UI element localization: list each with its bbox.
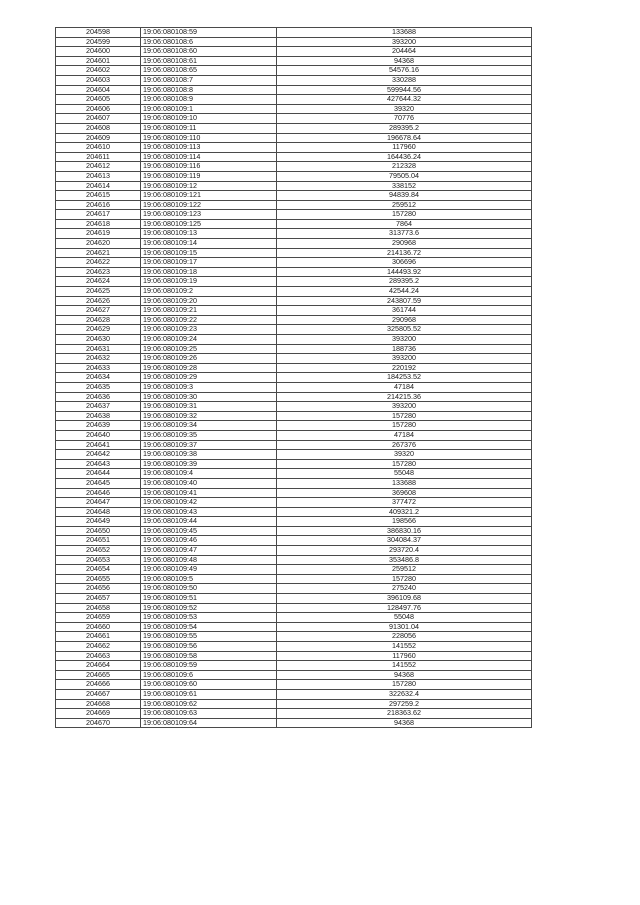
row-id-cell: 204635 (56, 382, 141, 392)
row-id-cell: 204664 (56, 661, 141, 671)
value-cell: 94368 (277, 670, 532, 680)
cadastral-code-cell: 19:06:080109:40 (141, 478, 277, 488)
table-row (56, 661, 532, 671)
table-row (56, 123, 532, 133)
row-id-cell: 204621 (56, 248, 141, 258)
row-id-cell: 204608 (56, 123, 141, 133)
table-row (56, 296, 532, 306)
cadastral-code-cell: 19:06:080109:60 (141, 680, 277, 690)
value-cell: 361744 (277, 306, 532, 316)
value-cell: 157280 (277, 411, 532, 421)
cadastral-code-cell: 19:06:080109:31 (141, 402, 277, 412)
cadastral-code-cell: 19:06:080109:22 (141, 315, 277, 325)
row-id-cell: 204638 (56, 411, 141, 421)
row-id-cell: 204662 (56, 642, 141, 652)
value-cell: 259512 (277, 565, 532, 575)
row-id-cell: 204650 (56, 526, 141, 536)
value-cell: 157280 (277, 210, 532, 220)
row-id-cell: 204646 (56, 488, 141, 498)
cadastral-code-cell: 19:06:080109:113 (141, 143, 277, 153)
table-row (56, 267, 532, 277)
cadastral-code-cell: 19:06:080109:59 (141, 661, 277, 671)
cadastral-code-cell: 19:06:080109:30 (141, 392, 277, 402)
value-cell: 386830.16 (277, 526, 532, 536)
cadastral-code-cell: 19:06:080109:35 (141, 430, 277, 440)
value-cell: 396109.68 (277, 594, 532, 604)
row-id-cell: 204622 (56, 258, 141, 268)
row-id-cell: 204615 (56, 191, 141, 201)
table-row (56, 565, 532, 575)
table-row (56, 450, 532, 460)
table-row (56, 56, 532, 66)
value-cell: 204464 (277, 47, 532, 57)
cadastral-code-cell: 19:06:080109:47 (141, 546, 277, 556)
row-id-cell: 204670 (56, 718, 141, 728)
cadastral-code-cell: 19:06:080108:59 (141, 28, 277, 38)
value-cell: 47184 (277, 382, 532, 392)
row-id-cell: 204663 (56, 651, 141, 661)
value-cell: 267376 (277, 440, 532, 450)
value-cell: 259512 (277, 200, 532, 210)
value-cell: 70776 (277, 114, 532, 124)
cadastral-code-cell: 19:06:080108:65 (141, 66, 277, 76)
value-cell: 275240 (277, 584, 532, 594)
value-cell: 157280 (277, 459, 532, 469)
cadastral-code-cell: 19:06:080109:119 (141, 171, 277, 181)
row-id-cell: 204616 (56, 200, 141, 210)
row-id-cell: 204647 (56, 498, 141, 508)
value-cell: 427644.32 (277, 95, 532, 105)
table-row (56, 363, 532, 373)
table-row (56, 162, 532, 172)
row-id-cell: 204604 (56, 85, 141, 95)
row-id-cell: 204645 (56, 478, 141, 488)
table-row (56, 382, 532, 392)
value-cell: 393200 (277, 335, 532, 345)
row-id-cell: 204633 (56, 363, 141, 373)
cadastral-code-cell: 19:06:080109:20 (141, 296, 277, 306)
row-id-cell: 204657 (56, 594, 141, 604)
value-cell: 117960 (277, 651, 532, 661)
row-id-cell: 204649 (56, 517, 141, 527)
row-id-cell: 204611 (56, 152, 141, 162)
table-row (56, 622, 532, 632)
table-row (56, 239, 532, 249)
table-row (56, 584, 532, 594)
cadastral-code-cell: 19:06:080109:5 (141, 574, 277, 584)
row-id-cell: 204642 (56, 450, 141, 460)
table-row (56, 613, 532, 623)
row-id-cell: 204665 (56, 670, 141, 680)
table-row (56, 517, 532, 527)
value-cell: 393200 (277, 37, 532, 47)
value-cell: 243807.59 (277, 296, 532, 306)
value-cell: 157280 (277, 421, 532, 431)
table-row (56, 421, 532, 431)
table-row (56, 210, 532, 220)
table-body (56, 28, 532, 728)
table-row (56, 325, 532, 335)
cadastral-code-cell: 19:06:080109:12 (141, 181, 277, 191)
row-id-cell: 204628 (56, 315, 141, 325)
value-cell: 293720.4 (277, 546, 532, 556)
value-cell: 325805.52 (277, 325, 532, 335)
data-table (55, 27, 532, 728)
cadastral-code-cell: 19:06:080109:62 (141, 699, 277, 709)
row-id-cell: 204598 (56, 28, 141, 38)
cadastral-code-cell: 19:06:080108:6 (141, 37, 277, 47)
table-row (56, 373, 532, 383)
cadastral-code-cell: 19:06:080109:18 (141, 267, 277, 277)
value-cell: 94368 (277, 718, 532, 728)
table-row (56, 478, 532, 488)
table-row (56, 689, 532, 699)
value-cell: 164436.24 (277, 152, 532, 162)
value-cell: 393200 (277, 354, 532, 364)
value-cell: 144493.92 (277, 267, 532, 277)
table-row (56, 392, 532, 402)
table-row (56, 306, 532, 316)
row-id-cell: 204624 (56, 277, 141, 287)
value-cell: 94368 (277, 56, 532, 66)
value-cell: 289395.2 (277, 123, 532, 133)
value-cell: 306696 (277, 258, 532, 268)
row-id-cell: 204659 (56, 613, 141, 623)
row-id-cell: 204666 (56, 680, 141, 690)
value-cell: 214215.36 (277, 392, 532, 402)
row-id-cell: 204602 (56, 66, 141, 76)
value-cell: 128497.76 (277, 603, 532, 613)
row-id-cell: 204606 (56, 104, 141, 114)
table-row (56, 277, 532, 287)
row-id-cell: 204614 (56, 181, 141, 191)
value-cell: 188736 (277, 344, 532, 354)
row-id-cell: 204618 (56, 219, 141, 229)
cadastral-code-cell: 19:06:080109:110 (141, 133, 277, 143)
cadastral-code-cell: 19:06:080109:44 (141, 517, 277, 527)
value-cell: 184253.52 (277, 373, 532, 383)
table-row (56, 670, 532, 680)
cadastral-code-cell: 19:06:080109:49 (141, 565, 277, 575)
table-row (56, 143, 532, 153)
value-cell: 198566 (277, 517, 532, 527)
table-row (56, 95, 532, 105)
row-id-cell: 204612 (56, 162, 141, 172)
cadastral-code-cell: 19:06:080109:4 (141, 469, 277, 479)
row-id-cell: 204626 (56, 296, 141, 306)
value-cell: 290968 (277, 315, 532, 325)
table-row (56, 574, 532, 584)
table-row (56, 85, 532, 95)
table-row (56, 526, 532, 536)
table-row (56, 229, 532, 239)
row-id-cell: 204600 (56, 47, 141, 57)
table-row (56, 335, 532, 345)
table-row (56, 152, 532, 162)
value-cell: 220192 (277, 363, 532, 373)
table-row (56, 469, 532, 479)
cadastral-code-cell: 19:06:080109:48 (141, 555, 277, 565)
cadastral-code-cell: 19:06:080109:56 (141, 642, 277, 652)
row-id-cell: 204625 (56, 287, 141, 297)
row-id-cell: 204648 (56, 507, 141, 517)
table-row (56, 699, 532, 709)
row-id-cell: 204667 (56, 689, 141, 699)
row-id-cell: 204627 (56, 306, 141, 316)
table-row (56, 555, 532, 565)
table-row (56, 402, 532, 412)
cadastral-code-cell: 19:06:080109:52 (141, 603, 277, 613)
value-cell: 290968 (277, 239, 532, 249)
table-row (56, 507, 532, 517)
value-cell: 55048 (277, 613, 532, 623)
cadastral-code-cell: 19:06:080109:43 (141, 507, 277, 517)
cadastral-code-cell: 19:06:080109:2 (141, 287, 277, 297)
value-cell: 214136.72 (277, 248, 532, 258)
cadastral-code-cell: 19:06:080109:122 (141, 200, 277, 210)
cadastral-code-cell: 19:06:080109:26 (141, 354, 277, 364)
cadastral-code-cell: 19:06:080109:42 (141, 498, 277, 508)
cadastral-code-cell: 19:06:080109:61 (141, 689, 277, 699)
row-id-cell: 204634 (56, 373, 141, 383)
table-row (56, 191, 532, 201)
table-row (56, 680, 532, 690)
value-cell: 304084.37 (277, 536, 532, 546)
table-row (56, 344, 532, 354)
table-row (56, 104, 532, 114)
table-row (56, 594, 532, 604)
value-cell: 79505.04 (277, 171, 532, 181)
value-cell: 218363.62 (277, 709, 532, 719)
table-row (56, 709, 532, 719)
value-cell: 157280 (277, 680, 532, 690)
cadastral-code-cell: 19:06:080109:54 (141, 622, 277, 632)
cadastral-code-cell: 19:06:080109:29 (141, 373, 277, 383)
cadastral-code-cell: 19:06:080109:17 (141, 258, 277, 268)
table-row (56, 411, 532, 421)
cadastral-code-cell: 19:06:080109:24 (141, 335, 277, 345)
table-row (56, 498, 532, 508)
value-cell: 297259.2 (277, 699, 532, 709)
value-cell: 133688 (277, 478, 532, 488)
value-cell: 47184 (277, 430, 532, 440)
table-row (56, 315, 532, 325)
row-id-cell: 204644 (56, 469, 141, 479)
table-row (56, 651, 532, 661)
cadastral-code-cell: 19:06:080109:37 (141, 440, 277, 450)
row-id-cell: 204610 (56, 143, 141, 153)
table-row (56, 114, 532, 124)
table-row (56, 171, 532, 181)
cadastral-code-cell: 19:06:080109:6 (141, 670, 277, 680)
cadastral-code-cell: 19:06:080109:13 (141, 229, 277, 239)
row-id-cell: 204640 (56, 430, 141, 440)
value-cell: 133688 (277, 28, 532, 38)
cadastral-code-cell: 19:06:080109:25 (141, 344, 277, 354)
value-cell: 39320 (277, 450, 532, 460)
cadastral-code-cell: 19:06:080109:1 (141, 104, 277, 114)
table-row (56, 75, 532, 85)
row-id-cell: 204653 (56, 555, 141, 565)
row-id-cell: 204601 (56, 56, 141, 66)
row-id-cell: 204652 (56, 546, 141, 556)
value-cell: 338152 (277, 181, 532, 191)
table-row (56, 219, 532, 229)
row-id-cell: 204623 (56, 267, 141, 277)
value-cell: 409321.2 (277, 507, 532, 517)
table-row (56, 488, 532, 498)
value-cell: 228056 (277, 632, 532, 642)
row-id-cell: 204607 (56, 114, 141, 124)
cadastral-code-cell: 19:06:080109:45 (141, 526, 277, 536)
cadastral-code-cell: 19:06:080109:64 (141, 718, 277, 728)
value-cell: 212328 (277, 162, 532, 172)
value-cell: 599944.56 (277, 85, 532, 95)
row-id-cell: 204637 (56, 402, 141, 412)
cadastral-code-cell: 19:06:080109:3 (141, 382, 277, 392)
value-cell: 313773.6 (277, 229, 532, 239)
row-id-cell: 204609 (56, 133, 141, 143)
row-id-cell: 204619 (56, 229, 141, 239)
table-row (56, 248, 532, 258)
table-row (56, 37, 532, 47)
cadastral-code-cell: 19:06:080109:19 (141, 277, 277, 287)
value-cell: 157280 (277, 574, 532, 584)
row-id-cell: 204639 (56, 421, 141, 431)
cadastral-code-cell: 19:06:080109:46 (141, 536, 277, 546)
cadastral-code-cell: 19:06:080109:34 (141, 421, 277, 431)
value-cell: 353486.8 (277, 555, 532, 565)
cadastral-code-cell: 19:06:080109:41 (141, 488, 277, 498)
row-id-cell: 204651 (56, 536, 141, 546)
table-row (56, 258, 532, 268)
row-id-cell: 204641 (56, 440, 141, 450)
cadastral-code-cell: 19:06:080109:114 (141, 152, 277, 162)
value-cell: 55048 (277, 469, 532, 479)
cadastral-code-cell: 19:06:080109:123 (141, 210, 277, 220)
row-id-cell: 204632 (56, 354, 141, 364)
table-row (56, 546, 532, 556)
table-row (56, 354, 532, 364)
table-row (56, 459, 532, 469)
cadastral-code-cell: 19:06:080109:121 (141, 191, 277, 201)
table-row (56, 603, 532, 613)
row-id-cell: 204643 (56, 459, 141, 469)
row-id-cell: 204620 (56, 239, 141, 249)
row-id-cell: 204668 (56, 699, 141, 709)
value-cell: 7864 (277, 219, 532, 229)
cadastral-code-cell: 19:06:080108:7 (141, 75, 277, 85)
row-id-cell: 204630 (56, 335, 141, 345)
row-id-cell: 204654 (56, 565, 141, 575)
cadastral-code-cell: 19:06:080109:51 (141, 594, 277, 604)
cadastral-code-cell: 19:06:080109:11 (141, 123, 277, 133)
value-cell: 91301.04 (277, 622, 532, 632)
value-cell: 94839.84 (277, 191, 532, 201)
value-cell: 141552 (277, 642, 532, 652)
row-id-cell: 204603 (56, 75, 141, 85)
row-id-cell: 204613 (56, 171, 141, 181)
table-row (56, 133, 532, 143)
cadastral-code-cell: 19:06:080108:60 (141, 47, 277, 57)
row-id-cell: 204656 (56, 584, 141, 594)
table-row (56, 430, 532, 440)
value-cell: 289395.2 (277, 277, 532, 287)
cadastral-code-cell: 19:06:080108:61 (141, 56, 277, 66)
row-id-cell: 204655 (56, 574, 141, 584)
cadastral-code-cell: 19:06:080109:28 (141, 363, 277, 373)
table-row (56, 536, 532, 546)
row-id-cell: 204617 (56, 210, 141, 220)
table-row (56, 440, 532, 450)
cadastral-code-cell: 19:06:080109:38 (141, 450, 277, 460)
cadastral-code-cell: 19:06:080109:125 (141, 219, 277, 229)
row-id-cell: 204605 (56, 95, 141, 105)
cadastral-code-cell: 19:06:080108:8 (141, 85, 277, 95)
cadastral-code-cell: 19:06:080109:55 (141, 632, 277, 642)
value-cell: 322632.4 (277, 689, 532, 699)
cadastral-code-cell: 19:06:080109:14 (141, 239, 277, 249)
cadastral-code-cell: 19:06:080109:116 (141, 162, 277, 172)
table-row (56, 181, 532, 191)
table-row (56, 642, 532, 652)
row-id-cell: 204660 (56, 622, 141, 632)
value-cell: 330288 (277, 75, 532, 85)
cadastral-code-cell: 19:06:080109:53 (141, 613, 277, 623)
cadastral-code-cell: 19:06:080109:15 (141, 248, 277, 258)
value-cell: 141552 (277, 661, 532, 671)
table-row (56, 200, 532, 210)
value-cell: 117960 (277, 143, 532, 153)
row-id-cell: 204629 (56, 325, 141, 335)
value-cell: 393200 (277, 402, 532, 412)
cadastral-code-cell: 19:06:080109:58 (141, 651, 277, 661)
row-id-cell: 204658 (56, 603, 141, 613)
cadastral-code-cell: 19:06:080109:10 (141, 114, 277, 124)
value-cell: 42544.24 (277, 287, 532, 297)
cadastral-code-cell: 19:06:080109:21 (141, 306, 277, 316)
row-id-cell: 204661 (56, 632, 141, 642)
table-row (56, 47, 532, 57)
cadastral-code-cell: 19:06:080109:23 (141, 325, 277, 335)
value-cell: 377472 (277, 498, 532, 508)
table-row (56, 718, 532, 728)
row-id-cell: 204636 (56, 392, 141, 402)
table-row (56, 287, 532, 297)
row-id-cell: 204599 (56, 37, 141, 47)
cadastral-code-cell: 19:06:080109:39 (141, 459, 277, 469)
value-cell: 369608 (277, 488, 532, 498)
value-cell: 39320 (277, 104, 532, 114)
cadastral-code-cell: 19:06:080109:63 (141, 709, 277, 719)
table-row (56, 28, 532, 38)
value-cell: 54576.16 (277, 66, 532, 76)
table-row (56, 66, 532, 76)
cadastral-code-cell: 19:06:080109:50 (141, 584, 277, 594)
row-id-cell: 204669 (56, 709, 141, 719)
table-row (56, 632, 532, 642)
value-cell: 196678.64 (277, 133, 532, 143)
cadastral-code-cell: 19:06:080108:9 (141, 95, 277, 105)
cadastral-code-cell: 19:06:080109:32 (141, 411, 277, 421)
row-id-cell: 204631 (56, 344, 141, 354)
